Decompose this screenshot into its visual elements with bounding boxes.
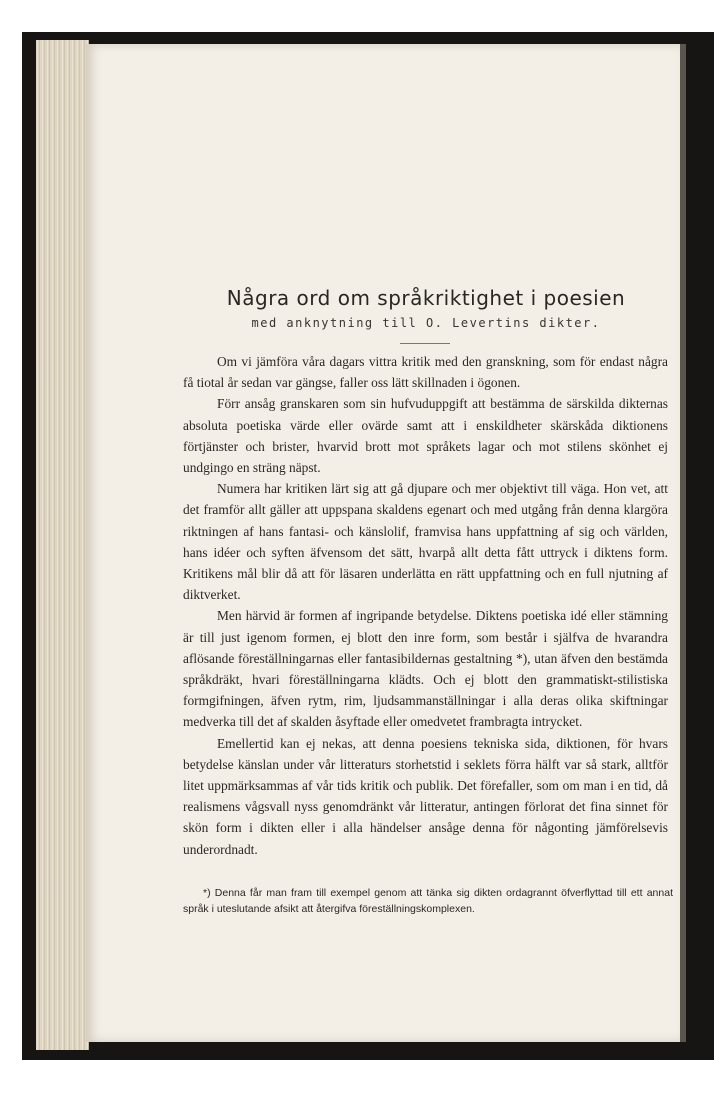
title-divider	[400, 343, 450, 344]
paragraph-3: Numera har kritiken lärt sig att gå djupare och mer objektivt till väga. Hon vet, att det framför allt gäller att uppspana skaldens egenart och med utgång från denna klargöra riktningen af hans fantasi- och känslolif, framvisa hans uppfattning af sig och världen, hans idéer och syften äfvensom det sätt, hvarpå allt detta fått uttryck i diktens form. Kritikens mål blir då att för läsaren underlätta en rätt uppfattning och en full njutning af diktverket.	[183, 481, 668, 603]
book-page-edges	[36, 40, 89, 1050]
footnote	[183, 885, 673, 917]
article-body	[183, 351, 668, 860]
page-gutter-shadow	[680, 44, 686, 1042]
paragraph-2: Förr ansåg granskaren som sin hufvuduppgift att bestämma de särskilda dikternas absoluta poetiska värde eller ovärde samt att i enskildheter skärskåda diktionens förtjänster och brister, hvarvid brott mot språkets lagar och mot stilens skönhet ej undgingo en sträng näpst.	[183, 396, 668, 476]
paragraph-4: Men härvid är formen af ingripande betydelse. Diktens poetiska idé eller stämning är till just igenom formen, ej blott den inre form, som består i själfva de hvarandra aflösande föreställningarnas eller fantasibildernas gestaltning *), utan äfven den bestämda språkdräkt, hvari föreställningarna klädts. Och ej blott den grammatiskt-stilistiska formgifningen, äfven rytm, rim, ljudsammanställningar i alla deras olika skiftningar medverka till det af skalden åsyftade eller omedvetet frambragta intrycket.	[183, 608, 668, 730]
paragraph-5: Emellertid kan ej nekas, att denna poesiens tekniska sida, diktionen, för hvars betydelse känslan under vår litteraturs storhetstid i seklets förra hälft var så stark, alltför litet uppmärksammas af vår tids kritik och publik. Det förefaller, som om man i en tid, då realismens vågsvall nyss genomdränkt vår litteratur, antingen förlorat det fina sinnet för skön form i dikten eller i alla händelser ansåge denna för någonting jämförelsevis underordnadt.	[183, 735, 668, 857]
article-subtitle: med anknytning till O. Levertins dikter.	[251, 316, 601, 330]
article-title: Några ord om språkriktighet i poesien	[226, 286, 626, 310]
footnote-text: *) Denna får man fram till exempel genom att tänka sig dikten ordagrannt öfverflyttad till ett annat språk i uteslutande afsikt att återgifva föreställningskomplexen.	[183, 887, 673, 915]
paragraph-1: Om vi jämföra våra dagars vittra kritik med den granskning, som för endast några få tiotal år sedan var gängse, faller oss lätt skillnaden i ögonen.	[183, 354, 668, 391]
